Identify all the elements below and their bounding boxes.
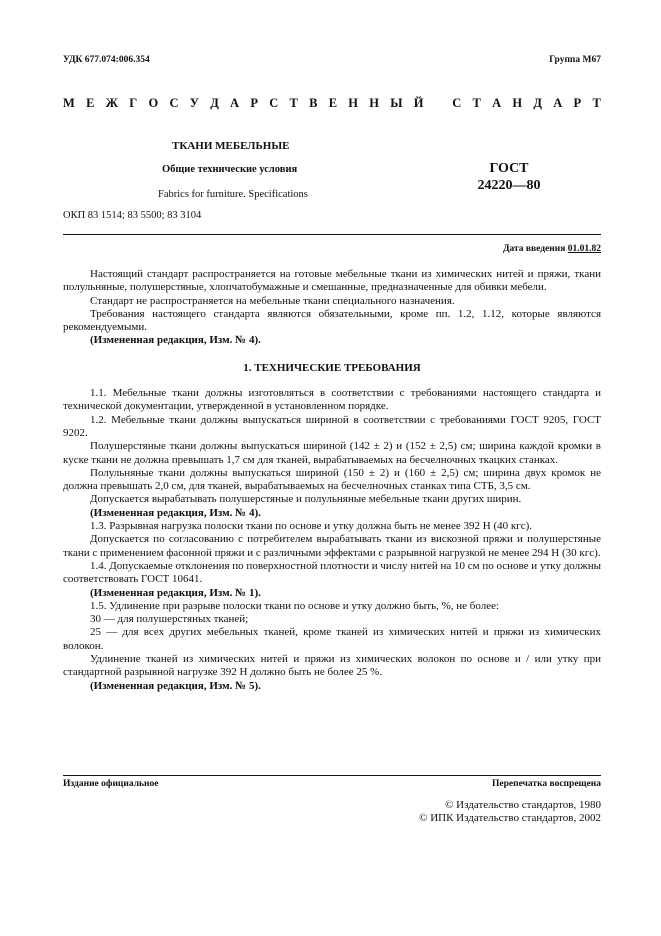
paragraph: 30 — для полушерстяных тканей;: [90, 613, 249, 626]
banner-letter: А: [553, 96, 563, 110]
banner-letter: Р: [573, 96, 582, 110]
intro-paragraph: Стандарт не распространяется на мебельные ткани специального назначения.: [90, 294, 455, 307]
paragraph: Удлинение тканей из химических нитей и пряжи из химических волокон по основе и / или утку при стандартной разрывной нагрузке 392 Н должно быть не более 25 %.: [63, 653, 601, 679]
section-heading: 1. ТЕХНИЧЕСКИЕ ТРЕБОВАНИЯ: [243, 361, 421, 374]
paragraph: Допускается вырабатывать полушерстяные и полульняные мебельные ткани других ширин.: [90, 493, 522, 506]
gost-number: 24220—80: [477, 178, 541, 193]
banner-letter: Н: [512, 96, 523, 110]
intro-date-value: 01.01.82: [567, 244, 601, 254]
banner-letter: Д: [210, 96, 219, 110]
paragraph: 25 — для всех других мебельных тканей, кроме тканей из химических нитей и пряжи из химических волокон.: [63, 626, 601, 652]
banner-letter: Е: [86, 96, 95, 110]
title-divider: [63, 234, 601, 235]
copyright-2002: © ИПК Издательство стандартов, 2002: [419, 812, 601, 824]
banner-letter: Й: [413, 96, 424, 110]
intro-paragraph: Настоящий стандарт распространяется на готовые мебельные ткани из химических нитей и пряжи, ткани полульняные, полушерстяные, хлопчатобумажные и смешанные, предназначенные для обивки мебели.: [63, 268, 601, 294]
banner-letter: Т: [289, 96, 298, 110]
banner-letter: Г: [129, 96, 138, 110]
banner-letter: [435, 96, 441, 111]
banner-letter: С: [269, 96, 279, 110]
banner-letter: Т: [592, 96, 601, 110]
paragraph: 1.3. Разрывная нагрузка полоски ткани по основе и утку должна быть не менее 392 Н (40 кгс).: [90, 520, 533, 533]
paragraph: 1.1. Мебельные ткани должны изготовляться в соответствии с требованиями настоящего стандарта и технической документации, утвержденной в установленном порядке.: [63, 387, 601, 413]
banner-letter: Т: [472, 96, 481, 110]
banner-letter: В: [309, 96, 318, 110]
banner-letter: Д: [533, 96, 543, 110]
english-title: Fabrics for furniture. Specifications: [158, 189, 308, 200]
banner-letter: М: [63, 96, 75, 110]
interstate-standard-banner: [63, 96, 601, 111]
paragraph: Полульняные ткани должны выпускаться шириной (150 ± 2) и (160 ± 2,5) см; ширина двух кромок не должна превышать 2,0 см, для тканей, вырабатываемых на бесчелночных станках типа СТБ, 3,5 см.: [63, 466, 601, 493]
intro-date-label: Дата введения: [502, 244, 566, 254]
banner-letter: У: [189, 96, 199, 110]
amendment-note: (Измененная редакция, Изм. № 1).: [90, 586, 261, 599]
group-code: Группа М67: [549, 55, 601, 65]
official-edition: Издание официальное: [63, 779, 159, 789]
paragraph: Допускается по согласованию с потребителем вырабатывать ткани из вискозной пряжи и полушерстяные ткани с применением фасонной пряжи и с различными эффектами с разрывной нагрузкой не менее 294 Н (30 кгс).: [63, 533, 601, 559]
copyright-1980: © Издательство стандартов, 1980: [445, 799, 601, 811]
document-subtitle: Общие технические условия: [162, 164, 298, 175]
paragraph: 1.4. Допускаемые отклонения по поверхностной плотности и числу нитей на 10 см по основе и утку должны соответствовать ГОСТ 10641.: [63, 559, 602, 586]
gost-label: ГОСТ: [489, 161, 529, 176]
intro-date: [503, 244, 601, 254]
banner-letter: Ж: [105, 96, 119, 110]
amendment-note: (Измененная редакция, Изм. № 4).: [90, 334, 261, 347]
banner-letter: О: [148, 96, 159, 110]
reprint-notice: Перепечатка воспрещена: [491, 779, 601, 789]
banner-letter: Н: [369, 96, 379, 110]
banner-letter: А: [230, 96, 240, 110]
banner-letter: С: [169, 96, 179, 110]
footer-divider: [63, 775, 601, 776]
paragraph: Полушерстяные ткани должны выпускаться шириной (142 ± 2) и (152 ± 2,5) см; ширина каждой кромки в куске ткани не должна превышать 1,7 см для тканей, вырабатываемых на бесчелночных ткацких станках.: [63, 440, 601, 466]
udk-code: УДК 677.074:006.354: [63, 55, 150, 65]
paragraph: 1.5. Удлинение при разрыве полоски ткани по основе и утку должно быть, %, не более:: [90, 599, 500, 612]
paragraph: 1.2. Мебельные ткани должны выпускаться шириной в соответствии с требованиями ГОСТ 9205, ГОСТ 9202.: [63, 413, 601, 439]
banner-letter: Н: [348, 96, 359, 110]
amendment-note: (Измененная редакция, Изм. № 5).: [90, 679, 261, 692]
banner-letter: Ы: [390, 96, 403, 110]
amendment-note: (Измененная редакция, Изм. № 4).: [90, 506, 261, 519]
main-body: [63, 268, 601, 693]
banner-letter: А: [492, 96, 502, 110]
banner-letter: Р: [250, 96, 258, 110]
intro-paragraph: Требования настоящего стандарта являются обязательными, кроме пп. 1.2, 1.12, которые являются рекомендуемыми.: [63, 307, 601, 334]
banner-letter: Е: [328, 96, 338, 110]
document-title: ТКАНИ МЕБЕЛЬНЫЕ: [172, 140, 290, 152]
banner-letter: С: [452, 96, 462, 110]
okp-codes: ОКП 83 1514; 83 5500; 83 3104: [63, 210, 202, 221]
